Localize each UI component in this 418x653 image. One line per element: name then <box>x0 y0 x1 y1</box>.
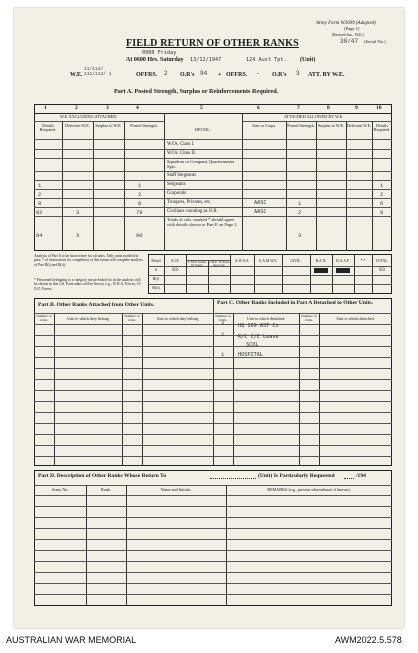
redaction-mark <box>336 268 350 273</box>
value-cell: 6 <box>380 200 384 207</box>
time-handwritten: 0900 Friday <box>142 50 177 56</box>
value-cell: 3 <box>76 209 80 216</box>
value-cell: 1 <box>38 182 42 189</box>
value-cell: 82 <box>36 209 43 216</box>
header-surplus-right: Surplus to W.E. <box>317 123 345 128</box>
rule <box>34 561 392 562</box>
value-cell: 1 <box>298 200 302 207</box>
rule <box>34 594 392 595</box>
we-value: 11/114/ 111/114/ 1 <box>84 67 112 78</box>
header-posted-strength: Posted Strength. <box>130 123 158 128</box>
rule <box>34 434 392 435</box>
serial-value: 30/47 <box>340 38 359 45</box>
grid-line <box>164 113 165 251</box>
part-c-header: Unit to which detached. <box>336 316 375 321</box>
grid-line <box>226 485 227 606</box>
col-number: 2 <box>75 105 78 111</box>
part-b-title: Part B. Other Ranks Attached from Other Units. <box>38 302 155 308</box>
part-d-title: Part D. Description of Other Ranks Whose Return To <box>38 473 166 479</box>
value-cell: 90 <box>136 232 143 239</box>
analysis-header: A.W.A.S. <box>234 259 250 263</box>
part-c-unit: HOSPITAL <box>238 352 263 358</box>
col-number: 4 <box>136 105 139 111</box>
grid-line <box>93 121 94 251</box>
ors-label: O.R's <box>180 72 195 78</box>
rule <box>34 189 392 190</box>
rule <box>34 171 392 172</box>
value-cell: 8 <box>138 200 142 207</box>
col-number: 9 <box>355 105 358 111</box>
rule <box>242 121 392 122</box>
offrs-label: OFFRS. <box>136 72 158 78</box>
col-number: 1 <box>44 105 47 111</box>
rule <box>34 198 392 199</box>
analysis-total-value: 93 <box>378 267 385 273</box>
part-c-header: Unit to which detached. <box>246 316 286 321</box>
header-deficient-right: Deficient W.E. <box>346 123 372 128</box>
footer-accession-number: AWM2022.5.578 <box>335 635 402 645</box>
grid-line <box>286 121 287 251</box>
rule <box>34 539 392 540</box>
offrs2-label: OFFRS. <box>226 72 248 78</box>
header-detail: DETAIL. <box>195 127 211 132</box>
analysis-header: A.A.M.W.S. <box>258 259 278 263</box>
value-cell: 3 <box>298 232 302 239</box>
analysis-header: A.I.F. <box>170 259 180 263</box>
ors2-value: 3 <box>296 70 300 77</box>
rule <box>34 357 392 358</box>
part-b-header: Unit to which they belong <box>67 316 109 321</box>
rule <box>148 284 392 285</box>
army-form-label: Army Form W3009 (Adapted) <box>316 21 376 26</box>
analysis-header: CIVIL. <box>290 259 302 263</box>
rule <box>34 528 392 529</box>
date-value: 13/12/1947 <box>190 57 222 63</box>
analysis-header: TOTAL. <box>375 259 389 263</box>
rule <box>34 180 392 181</box>
part-c-unit: R/C C/E Leave <box>238 334 279 340</box>
value-cell: 8 <box>38 200 42 207</box>
part-c-number: 1 <box>221 351 225 358</box>
ors2-label: O.R's <box>272 72 287 78</box>
rule <box>34 572 392 573</box>
analysis-aif-value: 93 <box>171 267 178 273</box>
detail-label: Corporals <box>167 191 186 196</box>
ors-value: 94 <box>200 70 208 77</box>
analysis-header: * * <box>360 259 366 263</box>
part-c-unit: HQ 169 AST Co <box>238 323 279 329</box>
rule <box>34 335 392 336</box>
part-d-date-blank <box>344 478 354 479</box>
rule <box>34 583 392 584</box>
part-c-title: Part C. Other Ranks Included in Part A Detached to Other Units. <box>217 300 373 306</box>
analysis-row-label: B(i) <box>152 276 160 281</box>
grid-line <box>346 121 347 251</box>
detail-label: Troopers, Privates, etc. <box>167 200 212 205</box>
we-excluding-header: W.E. EXCLUDING ATTACHED. <box>60 114 118 119</box>
at-line-label: At 0600 Hrs. Saturday <box>126 57 184 63</box>
value-cell: AASC <box>254 200 267 206</box>
analysis-header: R.A.N. <box>315 259 327 263</box>
att-label: ATT. BY W.E. <box>308 72 345 78</box>
analysis-header: C.M.F. Under 19 Years. <box>187 260 207 268</box>
detail-label: Civilians counting as O.R. <box>167 209 218 214</box>
part-d-header: Name and Initials. <box>160 487 192 492</box>
rule <box>34 485 392 486</box>
rule <box>148 275 392 276</box>
part-c-unit: SCOL <box>246 342 259 348</box>
grid-line <box>126 485 127 606</box>
value-cell: 3 <box>76 232 80 239</box>
value-cell: 2 <box>38 191 42 198</box>
rule <box>34 550 392 551</box>
rule <box>34 379 392 380</box>
analysis-note: Analysis of Part A to be shown here for all units. Only units notified in para. 7 of instructions for completion of this return will complete analysis of Part B(i) and B(ii). <box>34 254 143 267</box>
page-label: (Page 1) <box>344 26 360 31</box>
rule <box>34 121 164 122</box>
value-cell: 1 <box>380 182 384 189</box>
analysis-row-label: A <box>154 267 158 272</box>
value-cell: 79 <box>136 209 143 216</box>
analysis-footnote: * Personnel belonging to a category not provided for in the analysis will be shown in this Col. Particulars will be shown, e.g., 10 R.A. Forces, 10 N.Z. Forces. <box>34 278 141 291</box>
part-d-title-mid: (Unit) Is Particularly Requested <box>258 473 335 479</box>
header-posted-strength-right: Posted Strength. <box>287 123 315 128</box>
rule <box>34 506 392 507</box>
col-number: 5 <box>200 105 203 111</box>
header-arm-corps: Arm or Corps. <box>251 123 277 128</box>
rule <box>34 517 392 518</box>
header-details-required: Details Required. <box>39 123 57 133</box>
value-cell: 1 <box>138 182 142 189</box>
grid-line <box>316 121 317 251</box>
part-b-header: Unit to which they belong <box>156 316 199 321</box>
rule <box>34 368 392 369</box>
grid-line <box>86 485 87 606</box>
unit-label: (Unit) <box>300 57 316 63</box>
offrs2-value: - <box>256 70 260 77</box>
part-d-title-end: /194 <box>356 473 366 479</box>
form-title: FIELD RETURN OF OTHER RANKS <box>126 38 299 49</box>
analysis-header: R.A.A.F. <box>336 259 350 263</box>
grid-line <box>372 121 373 251</box>
rule <box>34 423 392 424</box>
rule <box>34 495 392 496</box>
revised-label: (Revised Jan., 1941.) <box>332 33 365 37</box>
part-b-header: Number of O.Rs. <box>36 314 52 322</box>
offrs-value: 2 <box>164 70 168 77</box>
detail-label: Totals of cols. marked * should agree with details shown to Part E on Page 2. <box>167 217 238 227</box>
value-cell: 2 <box>138 191 142 198</box>
col-number: 3 <box>106 105 109 111</box>
part-b-header: Number of O.Rs. <box>124 314 140 322</box>
form-paper <box>14 8 404 628</box>
header-deficient: Deficient W.E. <box>65 123 90 128</box>
col-number: 7 <box>297 105 300 111</box>
redaction-mark <box>314 268 328 273</box>
part-c-header: Number of O.Rs. <box>215 314 231 322</box>
rule <box>34 456 392 457</box>
detail-label: Squadron or Company Quartermaster Sgts. <box>167 159 235 169</box>
rule <box>34 390 392 391</box>
part-c-number: 2 <box>221 331 225 338</box>
value-cell: 2 <box>298 209 302 216</box>
header-surplus: Surplus to W.E. <box>95 123 122 128</box>
rule <box>34 445 392 446</box>
analysis-row-label: B(ii) <box>152 285 160 290</box>
rule <box>34 313 392 314</box>
we-label: W.E. <box>70 72 83 78</box>
rule <box>34 139 392 140</box>
rule <box>34 149 392 150</box>
part-d-unit-blank <box>210 478 256 479</box>
part-a-title: Part A. Posted Strength, Surplus or Reinforcements Required. <box>114 88 279 95</box>
detail-label: W.Os. Class I. <box>167 142 195 147</box>
grid-line <box>62 121 63 251</box>
rule <box>34 401 392 402</box>
rule <box>34 346 392 347</box>
part-c-header: Number of O.Rs. <box>301 314 317 322</box>
attached-allowed-header: ATTACHED ALLOWED BY W.E. <box>284 114 344 119</box>
detail-label: Staff Sergeants <box>167 173 196 178</box>
analysis-header: Detail <box>151 259 161 263</box>
rule <box>34 324 392 325</box>
rule <box>34 412 392 413</box>
col-number: 6 <box>257 105 260 111</box>
grid-line <box>242 113 243 251</box>
rule <box>34 207 392 208</box>
col-number: 8 <box>327 105 330 111</box>
part-d-header: Army No. <box>51 487 69 492</box>
footer-archive-name: AUSTRALIAN WAR MEMORIAL <box>6 635 137 645</box>
unit-value: 124 Aust Tpt. <box>246 57 287 63</box>
analysis-header: C.M.F. 19 Years and over. <box>208 260 230 268</box>
value-cell: 2 <box>380 191 384 198</box>
value-cell: 8 <box>380 209 384 216</box>
part-c-number: 3 <box>221 320 225 327</box>
plus-sign: + <box>218 72 222 78</box>
col-number: 10 <box>376 105 382 111</box>
header-details-required-right: Details Required. <box>373 123 391 133</box>
part-d-header: REMARKS (e.g., present whereabouts if known). <box>267 487 351 492</box>
serial-label: (Serial No.) <box>364 39 386 44</box>
detail-label: W.Os. Class II. <box>167 151 197 156</box>
part-d-header: Rank. <box>101 487 111 492</box>
detail-label: Sergeants <box>167 182 186 187</box>
value-cell: 94 <box>36 232 43 239</box>
grid-line <box>124 121 125 251</box>
value-cell: AASC <box>254 209 267 215</box>
